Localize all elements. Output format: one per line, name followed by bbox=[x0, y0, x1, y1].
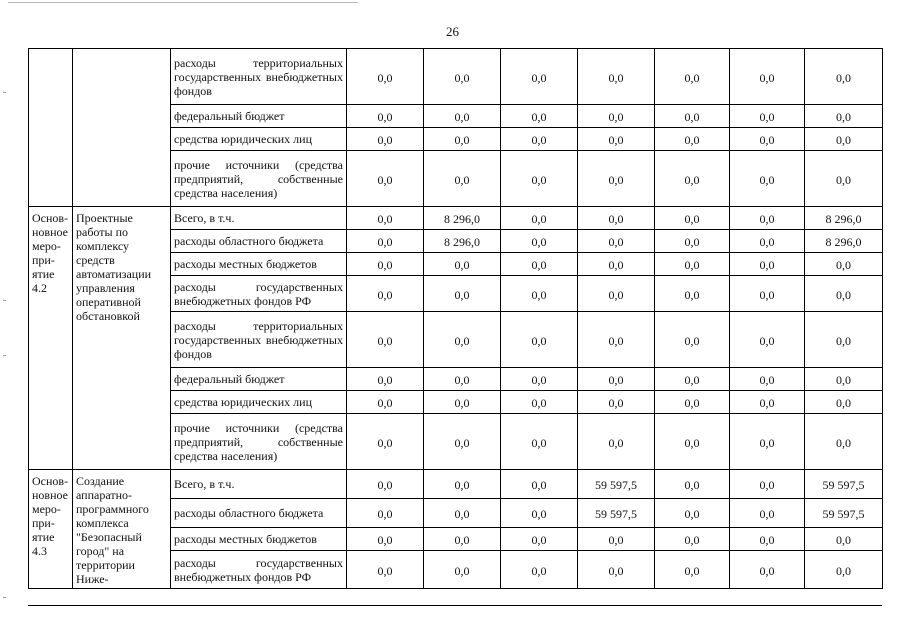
table-row bbox=[29, 49, 883, 105]
amount-cell: 0,0 bbox=[347, 391, 424, 414]
amount-cell: 0,0 bbox=[347, 368, 424, 391]
amount-cell: 0,0 bbox=[805, 105, 883, 128]
amount-cell: 0,0 bbox=[424, 551, 501, 589]
measure-name-cell: Создание аппаратно-программного комплекса "Безопасный город" на территории Ниже- bbox=[73, 470, 171, 589]
funding-source-cell: средства юридических лиц bbox=[171, 391, 347, 414]
amount-cell: 0,0 bbox=[730, 312, 805, 368]
amount-cell: 0,0 bbox=[501, 49, 578, 105]
page-number: 26 bbox=[446, 24, 459, 39]
amount-cell: 0,0 bbox=[655, 230, 730, 253]
funding-source-cell: Всего, в т.ч. bbox=[171, 470, 347, 499]
amount-cell: 0,0 bbox=[730, 414, 805, 470]
amount-cell: 0,0 bbox=[501, 253, 578, 276]
amount-cell: 0,0 bbox=[578, 414, 655, 470]
amount-cell: 0,0 bbox=[501, 151, 578, 207]
financing-table bbox=[28, 48, 883, 589]
funding-source-cell: расходы территориальных государственных внебюджетных фондов bbox=[171, 49, 347, 105]
amount-cell: 0,0 bbox=[347, 470, 424, 499]
amount-cell: 0,0 bbox=[424, 276, 501, 312]
scan-margin-mark bbox=[3, 597, 6, 598]
funding-source-cell: расходы областного бюджета bbox=[171, 499, 347, 528]
amount-cell: 0,0 bbox=[578, 551, 655, 589]
amount-cell: 0,0 bbox=[347, 312, 424, 368]
amount-cell: 0,0 bbox=[347, 230, 424, 253]
amount-cell: 0,0 bbox=[424, 391, 501, 414]
amount-cell: 0,0 bbox=[501, 207, 578, 230]
amount-cell: 0,0 bbox=[730, 151, 805, 207]
measure-name-cell bbox=[73, 49, 171, 207]
funding-source-cell: расходы государственных внебюджетных фондов РФ bbox=[171, 551, 347, 589]
amount-cell: 0,0 bbox=[805, 551, 883, 589]
amount-cell: 0,0 bbox=[655, 470, 730, 499]
amount-cell: 0,0 bbox=[501, 105, 578, 128]
amount-cell: 0,0 bbox=[578, 49, 655, 105]
amount-cell: 0,0 bbox=[424, 414, 501, 470]
amount-cell: 0,0 bbox=[578, 276, 655, 312]
scan-margin-mark bbox=[3, 355, 6, 356]
amount-cell: 0,0 bbox=[655, 49, 730, 105]
amount-cell: 0,0 bbox=[424, 49, 501, 105]
table-row bbox=[29, 207, 883, 230]
amount-cell: 0,0 bbox=[501, 312, 578, 368]
amount-cell: 0,0 bbox=[730, 528, 805, 551]
amount-cell: 59 597,5 bbox=[578, 470, 655, 499]
funding-source-cell: расходы территориальных государственных внебюджетных фондов bbox=[171, 312, 347, 368]
amount-cell: 8 296,0 bbox=[805, 230, 883, 253]
amount-cell: 8 296,0 bbox=[805, 207, 883, 230]
amount-cell: 0,0 bbox=[805, 414, 883, 470]
table-cut-edge bbox=[28, 605, 882, 606]
amount-cell: 0,0 bbox=[424, 128, 501, 151]
amount-cell: 0,0 bbox=[347, 151, 424, 207]
amount-cell: 0,0 bbox=[655, 105, 730, 128]
measure-code-cell bbox=[29, 49, 73, 207]
measure-code-cell: Основновное мероприятие 4.2 bbox=[29, 207, 73, 470]
amount-cell: 0,0 bbox=[655, 207, 730, 230]
amount-cell: 0,0 bbox=[347, 414, 424, 470]
amount-cell: 0,0 bbox=[805, 49, 883, 105]
amount-cell: 0,0 bbox=[655, 312, 730, 368]
amount-cell: 0,0 bbox=[578, 528, 655, 551]
amount-cell: 0,0 bbox=[578, 368, 655, 391]
amount-cell: 0,0 bbox=[501, 230, 578, 253]
amount-cell: 0,0 bbox=[578, 105, 655, 128]
funding-source-cell: расходы государственных внебюджетных фондов РФ bbox=[171, 276, 347, 312]
scan-top-line bbox=[8, 2, 358, 3]
table-row bbox=[29, 470, 883, 499]
amount-cell: 0,0 bbox=[655, 551, 730, 589]
amount-cell: 0,0 bbox=[730, 391, 805, 414]
amount-cell: 0,0 bbox=[730, 49, 805, 105]
amount-cell: 0,0 bbox=[578, 312, 655, 368]
amount-cell: 0,0 bbox=[805, 128, 883, 151]
amount-cell: 59 597,5 bbox=[805, 499, 883, 528]
amount-cell: 0,0 bbox=[730, 207, 805, 230]
amount-cell: 0,0 bbox=[424, 368, 501, 391]
funding-source-cell: Всего, в т.ч. bbox=[171, 207, 347, 230]
amount-cell: 0,0 bbox=[730, 276, 805, 312]
funding-source-cell: расходы местных бюджетов bbox=[171, 253, 347, 276]
amount-cell: 0,0 bbox=[424, 528, 501, 551]
amount-cell: 0,0 bbox=[805, 151, 883, 207]
amount-cell: 0,0 bbox=[501, 128, 578, 151]
amount-cell: 0,0 bbox=[501, 368, 578, 391]
amount-cell: 0,0 bbox=[730, 368, 805, 391]
amount-cell: 0,0 bbox=[347, 528, 424, 551]
amount-cell: 0,0 bbox=[730, 470, 805, 499]
amount-cell: 0,0 bbox=[805, 253, 883, 276]
funding-source-cell: расходы областного бюджета bbox=[171, 230, 347, 253]
amount-cell: 59 597,5 bbox=[578, 499, 655, 528]
amount-cell: 0,0 bbox=[730, 253, 805, 276]
amount-cell: 0,0 bbox=[655, 253, 730, 276]
amount-cell: 0,0 bbox=[347, 207, 424, 230]
amount-cell: 0,0 bbox=[655, 528, 730, 551]
amount-cell: 0,0 bbox=[501, 551, 578, 589]
amount-cell: 0,0 bbox=[501, 391, 578, 414]
amount-cell: 0,0 bbox=[424, 470, 501, 499]
amount-cell: 0,0 bbox=[424, 312, 501, 368]
amount-cell: 0,0 bbox=[655, 128, 730, 151]
amount-cell: 0,0 bbox=[347, 551, 424, 589]
amount-cell: 0,0 bbox=[730, 128, 805, 151]
amount-cell: 0,0 bbox=[347, 499, 424, 528]
amount-cell: 0,0 bbox=[578, 151, 655, 207]
amount-cell: 0,0 bbox=[578, 391, 655, 414]
funding-source-cell: прочие источники (средства предприятий, собственные средства населения) bbox=[171, 151, 347, 207]
amount-cell: 0,0 bbox=[347, 105, 424, 128]
amount-cell: 0,0 bbox=[501, 470, 578, 499]
amount-cell: 8 296,0 bbox=[424, 230, 501, 253]
amount-cell: 8 296,0 bbox=[424, 207, 501, 230]
amount-cell: 0,0 bbox=[578, 253, 655, 276]
amount-cell: 0,0 bbox=[501, 499, 578, 528]
amount-cell: 0,0 bbox=[501, 528, 578, 551]
amount-cell: 0,0 bbox=[424, 253, 501, 276]
amount-cell: 0,0 bbox=[805, 312, 883, 368]
scan-margin-mark bbox=[3, 92, 6, 93]
amount-cell: 0,0 bbox=[655, 391, 730, 414]
amount-cell: 59 597,5 bbox=[805, 470, 883, 499]
amount-cell: 0,0 bbox=[501, 414, 578, 470]
amount-cell: 0,0 bbox=[578, 128, 655, 151]
amount-cell: 0,0 bbox=[347, 253, 424, 276]
amount-cell: 0,0 bbox=[655, 276, 730, 312]
amount-cell: 0,0 bbox=[730, 230, 805, 253]
funding-source-cell: средства юридических лиц bbox=[171, 128, 347, 151]
amount-cell: 0,0 bbox=[424, 151, 501, 207]
amount-cell: 0,0 bbox=[655, 414, 730, 470]
amount-cell: 0,0 bbox=[578, 207, 655, 230]
amount-cell: 0,0 bbox=[347, 276, 424, 312]
amount-cell: 0,0 bbox=[805, 276, 883, 312]
amount-cell: 0,0 bbox=[730, 551, 805, 589]
amount-cell: 0,0 bbox=[347, 49, 424, 105]
amount-cell: 0,0 bbox=[578, 230, 655, 253]
amount-cell: 0,0 bbox=[424, 105, 501, 128]
amount-cell: 0,0 bbox=[655, 151, 730, 207]
measure-code-cell: Основновное мероприятие 4.3 bbox=[29, 470, 73, 589]
scan-margin-mark bbox=[3, 300, 6, 301]
amount-cell: 0,0 bbox=[424, 499, 501, 528]
amount-cell: 0,0 bbox=[805, 391, 883, 414]
amount-cell: 0,0 bbox=[655, 368, 730, 391]
amount-cell: 0,0 bbox=[347, 128, 424, 151]
amount-cell: 0,0 bbox=[805, 528, 883, 551]
measure-name-cell: Проектные работы по комплексу средств автоматизации управления оперативной обстановкой bbox=[73, 207, 171, 470]
funding-source-cell: расходы местных бюджетов bbox=[171, 528, 347, 551]
amount-cell: 0,0 bbox=[805, 368, 883, 391]
funding-source-cell: федеральный бюджет bbox=[171, 105, 347, 128]
amount-cell: 0,0 bbox=[730, 499, 805, 528]
amount-cell: 0,0 bbox=[501, 276, 578, 312]
funding-source-cell: прочие источники (средства предприятий, собственные средства населения) bbox=[171, 414, 347, 470]
amount-cell: 0,0 bbox=[655, 499, 730, 528]
funding-source-cell: федеральный бюджет bbox=[171, 368, 347, 391]
amount-cell: 0,0 bbox=[730, 105, 805, 128]
